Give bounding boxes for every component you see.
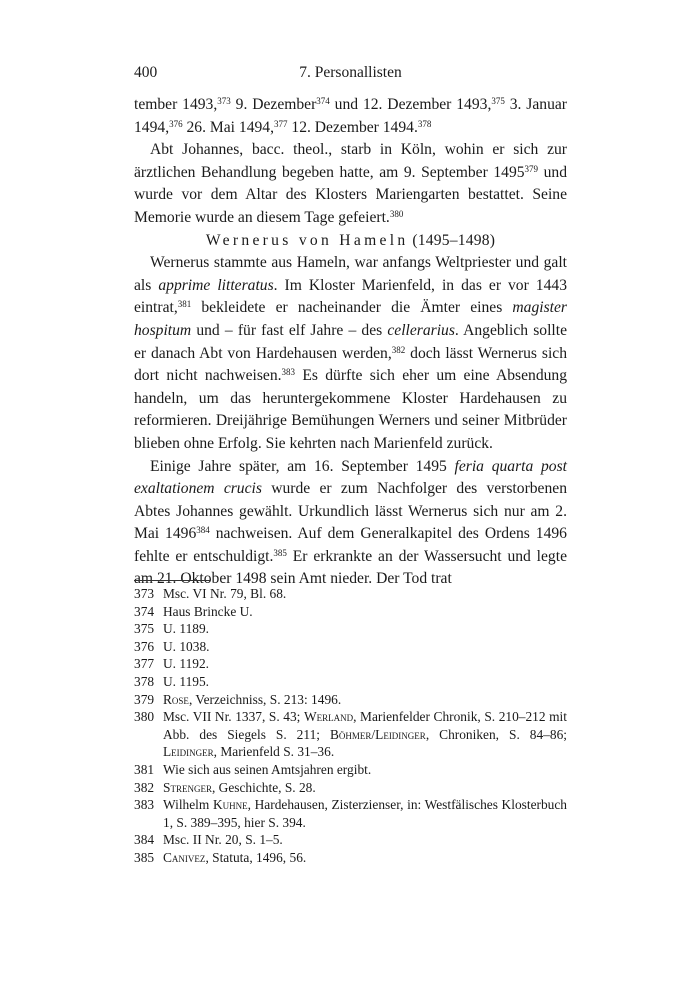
footnote-text: Msc. II Nr. 20, S. 1–5. — [163, 832, 283, 848]
footnote-number: 385 — [134, 849, 155, 865]
footnote — [134, 849, 567, 867]
section-heading — [134, 230, 567, 253]
footnote-text — [163, 708, 567, 761]
paragraph — [134, 139, 567, 229]
text-span: . Angeblich sollte er danach Abt von Hardehausen werden, — [134, 321, 567, 362]
text-span: nachweisen. Auf dem Generalkapitel des Ordens 1496 fehlte er entschuldigt. — [134, 525, 567, 565]
footnote-number: 383 — [134, 797, 155, 813]
footnote — [134, 585, 567, 603]
footnote-ref[interactable]: 384 — [196, 525, 210, 536]
footnote-ref[interactable]: 378 — [417, 118, 432, 129]
footnote-number: 376 — [134, 638, 155, 654]
footnote-ref[interactable]: 376 — [169, 118, 183, 129]
page-header — [134, 64, 567, 84]
footnote-number: 373 — [134, 586, 155, 601]
latin-term: magister hospitum — [134, 299, 567, 339]
text-span: , Geschichte, S. 28. — [211, 779, 316, 795]
running-title: 7. Personallisten — [299, 64, 402, 81]
text-span: 3. Januar 1494, — [134, 96, 567, 136]
author-name: Rose — [163, 691, 189, 707]
footnote-number: 382 — [134, 779, 155, 795]
footnote-ref[interactable]: 374 — [316, 96, 330, 106]
footnote-text — [163, 796, 567, 831]
footnote — [134, 603, 567, 621]
text-span: tember 1493, — [134, 96, 218, 113]
text-span: Wilhelm — [163, 797, 213, 813]
footnote-ref[interactable]: 379 — [524, 163, 539, 174]
footnote-ref[interactable]: 377 — [274, 118, 288, 129]
footnote-number: 380 — [134, 709, 155, 725]
text-span: , Statuta, 1496, 56. — [205, 849, 307, 865]
footnote-text: U. 1192. — [163, 656, 209, 672]
footnote-text: Haus Brincke U. — [163, 603, 253, 619]
latin-term: cellerarius — [387, 321, 455, 339]
footnote-ref[interactable]: 373 — [217, 96, 231, 106]
text-span: 26. Mai 1494, — [182, 118, 274, 136]
footnote-number: 375 — [134, 621, 155, 637]
footnote-number: 377 — [134, 656, 155, 672]
text-span: und 12. Dezember 1493, — [329, 96, 492, 113]
footnote-number: 381 — [134, 761, 155, 777]
heading-name: Wernerus von Hameln — [205, 231, 409, 249]
text-span: und wurde vor dem Altar des Klosters Mariengarten bestattet. Seine Memorie wurde an diesem Tage gefeiert. — [134, 163, 567, 226]
text-span: , Verzeichniss, S. 213: 1496. — [188, 691, 342, 707]
footnote — [134, 620, 567, 638]
footnote-number: 384 — [134, 832, 155, 848]
text-span: Wernerus stammte aus Hameln, war anfangs Weltpriester und galt als — [134, 254, 567, 294]
heading-years: (1495–1498) — [412, 231, 496, 249]
footnote — [134, 655, 567, 673]
text-span: 9. Dezember — [230, 96, 317, 113]
footnote-number: 374 — [134, 603, 155, 619]
text-span: . Im Kloster Marienfeld, in das er vor 1443 eintrat, — [134, 276, 567, 317]
footnote-number: 379 — [134, 691, 155, 707]
footnote — [134, 831, 567, 849]
latin-term: apprime litteratus — [158, 276, 274, 294]
text-span: 12. Dezember 1494. — [287, 118, 418, 136]
text-span: Msc. VII Nr. 1337, S. 43; — [163, 709, 304, 725]
footnote-number: 378 — [134, 673, 155, 689]
paragraph — [134, 252, 567, 455]
footnotes — [134, 585, 567, 867]
text-span: , Chroniken, S. 84–86; — [425, 726, 567, 742]
footnote — [134, 779, 567, 797]
footnote-text: U. 1189. — [163, 621, 209, 637]
footnote-text: U. 1038. — [163, 638, 210, 654]
author-name: Böhmer/Leidinger — [329, 726, 426, 742]
footnote-text — [163, 779, 567, 797]
author-name: Canivez — [163, 849, 206, 865]
footnote — [134, 638, 567, 656]
footnote-rule — [134, 580, 210, 581]
author-name: Strenger — [163, 779, 212, 795]
paragraph — [134, 94, 567, 139]
text-span: Es dürfte sich eher um eine Absendung handeln, um das heruntergekommene Kloster Hardehausen zu reformieren. Dreijährige Bemühungen Werners und seiner Mitbrüder blieben ohne Erfolg. Sie kehrten nach Marienfeld zurück. — [134, 367, 568, 452]
footnote-ref[interactable]: 383 — [281, 367, 296, 378]
text-span: , Hardehausen, Zisterzienser, in: Westfälisches Klosterbuch 1, S. 389–395, hier S. 394. — [163, 797, 568, 830]
footnote — [134, 691, 567, 709]
text-span: doch lässt Wernerus sich dort nicht nachweisen. — [134, 344, 568, 385]
page-number: 400 — [134, 64, 158, 81]
author-name: Kuhne — [212, 797, 248, 813]
footnote-text — [163, 691, 567, 709]
main-text — [134, 94, 567, 591]
text-span: , Marienfeld S. 31–36. — [213, 744, 335, 760]
footnote-text: U. 1195. — [163, 673, 209, 689]
footnote-text: Msc. VI Nr. 79, Bl. 68. — [163, 586, 287, 601]
text-span: , Marienfelder Chronik, S. 210–212 mit Abb. des Siegels S. 211; — [163, 709, 567, 742]
footnote — [134, 708, 567, 761]
footnote-text: Wie sich aus seinen Amtsjahren ergibt. — [163, 761, 372, 777]
footnote-ref[interactable]: 382 — [391, 344, 406, 355]
footnote — [134, 673, 567, 691]
footnote — [134, 761, 567, 779]
footnote-ref[interactable]: 380 — [389, 208, 404, 219]
text-span: Abt Johannes, bacc. theol., starb in Köln, wohin er sich zur ärztlichen Behandlung begeben hatte, am 9. September 1495 — [134, 141, 567, 181]
text-span: wurde er zum Nachfolger des verstorbenen Abtes Johannes gewählt. Urkundlich lässt Wernerus sich nur am 2. Mai 1496 — [134, 480, 567, 543]
footnote-text — [163, 849, 567, 867]
latin-term: feria quarta post exaltationem crucis — [134, 457, 567, 498]
text-span: Einige Jahre später, am 16. September 1495 — [150, 457, 455, 475]
author-name: Werland — [303, 709, 354, 725]
footnote-ref[interactable]: 385 — [273, 547, 287, 558]
paragraph — [134, 456, 567, 592]
text-span: Er erkrankte an der Wassersucht und legte am 21. Oktober 1498 sein Amt nieder. Der Tod trat — [134, 547, 567, 588]
author-name: Leidinger — [163, 744, 214, 760]
text-span: bekleidete er nacheinander die Ämter eines — [191, 299, 513, 317]
footnote — [134, 796, 567, 831]
footnote-ref[interactable]: 381 — [177, 299, 192, 310]
text-span: und – für fast elf Jahre – des — [191, 321, 388, 339]
footnote-ref[interactable]: 375 — [491, 96, 505, 106]
